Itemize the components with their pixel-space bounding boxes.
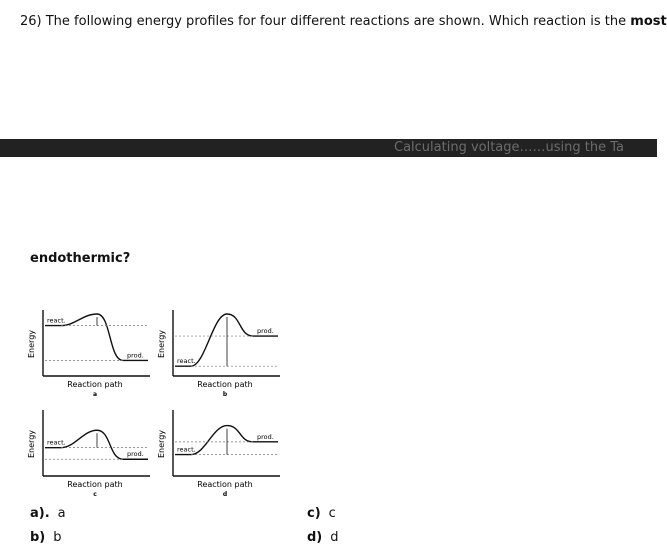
answer-value: d xyxy=(330,530,339,545)
question-emphasis: most xyxy=(630,14,667,29)
answer-key: b) xyxy=(30,530,46,545)
energy-profile-b xyxy=(157,310,280,398)
x-axis-label: Reaction path xyxy=(67,380,123,389)
question-stem: 26) The following energy profiles for four different reactions are shown. Which reaction is the xyxy=(20,14,631,29)
energy-profile-a xyxy=(27,310,150,398)
product-label: prod. xyxy=(127,450,144,459)
reactant-label: react. xyxy=(47,316,66,325)
answer-value: c xyxy=(328,506,336,521)
product-label: prod. xyxy=(127,351,144,360)
question-continuation: endothermic? xyxy=(30,251,131,266)
answer-key: a). xyxy=(30,506,50,521)
x-axis-label: Reaction path xyxy=(67,480,123,489)
energy-profile-c xyxy=(27,410,150,498)
reactant-label: react. xyxy=(47,438,66,447)
answer-key: d) xyxy=(307,530,323,545)
y-axis-label: Energy xyxy=(27,329,36,359)
answer-key: c) xyxy=(307,506,321,521)
banner-text: Calculating voltage……using the Ta xyxy=(394,140,624,155)
answer-option-c[interactable] xyxy=(307,506,336,521)
reactant-label: react. xyxy=(177,445,196,454)
y-axis-label: Energy xyxy=(27,429,36,459)
panel-letter: a xyxy=(92,391,98,398)
answer-option-d[interactable] xyxy=(307,530,339,545)
answer-value: b xyxy=(53,530,62,545)
question-text xyxy=(20,14,667,29)
panel-letter: b xyxy=(222,391,228,398)
energy-profile-d xyxy=(157,410,280,498)
energy-profile-diagrams xyxy=(25,306,285,506)
header-banner xyxy=(0,139,657,157)
answer-option-a[interactable] xyxy=(30,506,66,521)
panel-letter: c xyxy=(93,491,97,498)
product-label: prod. xyxy=(257,432,274,441)
y-axis-label: Energy xyxy=(157,329,166,359)
y-axis-label: Energy xyxy=(157,429,166,459)
answer-value: a xyxy=(57,506,66,521)
panel-letter: d xyxy=(222,491,228,498)
reactant-label: react. xyxy=(177,357,196,366)
x-axis-label: Reaction path xyxy=(197,380,253,389)
product-label: prod. xyxy=(257,327,274,336)
x-axis-label: Reaction path xyxy=(197,480,253,489)
answer-option-b[interactable] xyxy=(30,530,62,545)
